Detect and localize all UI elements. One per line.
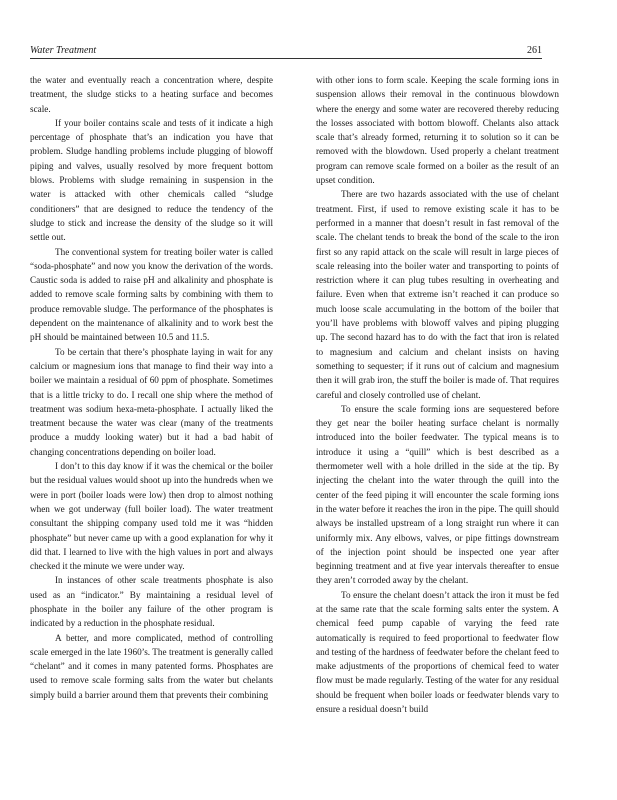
paragraph: A better, and more complicated, method of controlling scale emerged in the late 1960’s. The treatment is generally called “chelant” and it comes in many patented forms. Phosphates are used to remove scale forming salts from the water but chelants simply build a barrier around them that prevents their combining: [30, 632, 273, 700]
paragraph: To be certain that there’s phosphate laying in wait for any calcium or magnesium ions that manage to find their way into a boiler we maintain a residual of 60 ppm of phosphate. Sometimes that is a little tricky to do. I recall one ship where the method of treatment was sodium hexa-meta-phosphate. I actually liked the treatment because the water was clear (many of the treatments produce a muddy looking water) but it had a bad habit of changing concentrations depending on boiler load.: [30, 346, 273, 457]
right-column: [316, 73, 559, 773]
paragraph: In instances of other scale treatments phosphate is also used as an “indicator.” By maintaining a residual level of phosphate in the boiler any failure of the other program is indicated by a reduction in the phosphate residual.: [30, 575, 273, 629]
page-number: 261: [527, 45, 542, 56]
running-title: Water Treatment: [30, 45, 97, 56]
left-column: [30, 73, 273, 773]
paragraph: To ensure the chelant doesn’t attack the iron it must be fed at the same rate that the scale forming salts enter the system. A chemical feed pump capable of varying the feed rate automatically is required to feed proportional to feedwater flow and testing of the hardness of feedwater before the chelant feed to make adjustments of the proportions of chemical feed to water flow must be made regularly. Testing of the water for any residual should be frequent when boiler loads or feedwater blends vary to ensure a residual doesn’t build: [316, 589, 559, 715]
paragraph: with other ions to form scale. Keeping the scale forming ions in suspension allows their removal in the continuous blowdown where the energy and some water are recovered thereby reducing the losses associated with bottom blowoff. Chelants also attack scale that’s already formed, returning it to solution so it can be removed with the blowdown. Used properly a chelant treatment program can remove scale formed on a boiler as the result of an upset condition.: [316, 75, 559, 186]
paragraph: If your boiler contains scale and tests of it indicate a high percentage of phosphate that’s an indication you have that problem. Sludge handling problems include plugging of blowoff piping and valves, usually resolved by more frequent bottom blows. Problems with sludge remaining in suspension in the water is attacked with other chemicals called “sludge conditioners” that are designed to reduce the tendency of the sludge to stick and increase the density of the sludge so it will settle out.: [30, 117, 273, 243]
running-header: [30, 44, 542, 59]
paragraph: There are two hazards associated with the use of chelant treatment. First, if used to remove existing scale it has to be performed in a manner that doesn’t result in fast removal of the scale. The chelant tends to break the bond of the scale to the iron first so any rapid attack on the scale will result in large pieces of scale releasing into the boiler water and transporting to points of restriction where it can plug tubes resulting in overheating and failure. Even when that extreme isn’t reached it can produce so much loose scale accumulating in the bottom of the boiler that you’ll have problems with blowoff valves and piping plugging up. The second hazard has to do with the fact that iron is related to magnesium and calcium and chelant insists on having something to sequester; if it runs out of calcium and magnesium then it will grab iron, the stuff the boiler is made of. That requires careful and closely controlled use of chelant.: [316, 189, 559, 400]
paragraph: I don’t to this day know if it was the chemical or the boiler but the residual values would shoot up into the hundreds when we were in port (boiler loads were low) then drop to almost nothing when we got underway (full boiler load). The water treatment consultant the shipping company used told me it was “hidden phosphate” but never came up with a good explanation for why it did that. I learned to live with the high values in port and always checked it the minute we were under way.: [30, 461, 273, 572]
paragraph: the water and eventually reach a concentration where, despite treatment, the sludge sticks to a heating surface and becomes scale.: [30, 75, 273, 114]
paragraph: The conventional system for treating boiler water is called “soda-phosphate” and now you know the derivation of the words. Caustic soda is added to raise pH and alkalinity and phosphate is added to remove scale forming salts by combining with them to produce removable sludge. The performance of the phosphates is dependent on the maintenance of alkalinity and to work best the pH should be maintained between 10.5 and 11.5.: [30, 246, 273, 343]
paragraph: To ensure the scale forming ions are sequestered before they get near the boiler heating surface chelant is normally introduced into the boiler feedwater. The typical means is to introduce it using a “quill” which is best described as a thermometer well with a hole drilled in the side at the tip. By injecting the chelant into the water through the quill into the center of the feed piping it will encounter the scale forming ions in the water before it reaches the iron in the pipe. The quill should always be installed upstream of a long straight run where it can uniformly mix. Any elbows, valves, or pipe fittings downstream of the injection point should be inspected one year after beginning treatment and at five year intervals thereafter to ensue they aren’t corroded away by the chelant.: [316, 403, 559, 586]
